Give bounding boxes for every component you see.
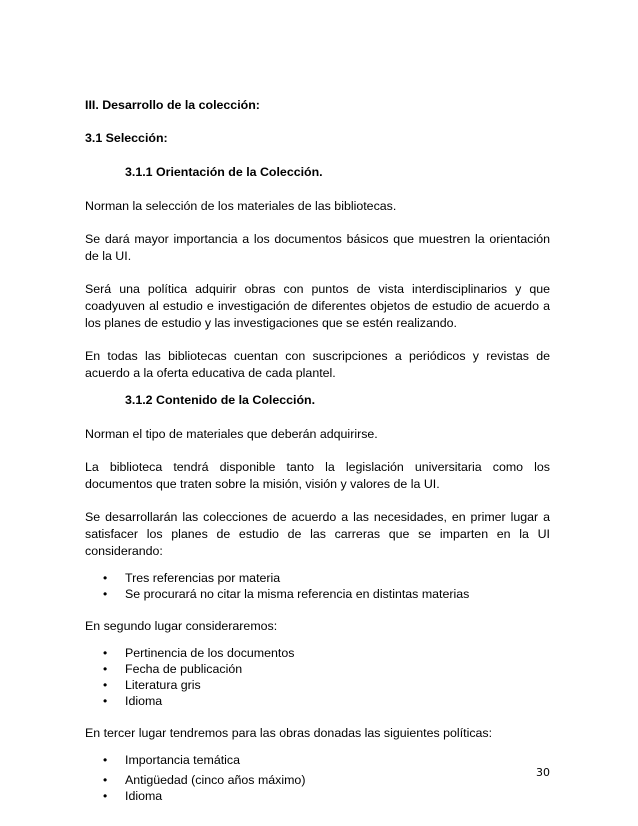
paragraph: Norman la selección de los materiales de las bibliotecas. [85, 199, 397, 213]
chapter-heading: III. Desarrollo de la colección: [85, 98, 260, 112]
list-item: • Importancia temática [103, 753, 241, 767]
page-number: 30 [536, 766, 550, 779]
bullet-list-criteria [85, 570, 550, 602]
paragraph: En segundo lugar consideraremos: [85, 619, 278, 633]
section-heading: 3.1 Selección: [85, 131, 168, 145]
subsection-heading-orientacion: 3.1.1 Orientación de la Colección. [125, 165, 323, 179]
paragraph: La biblioteca tendrá disponible tanto la legislación universitaria como los documentos que traten sobre la misión, visión y valores de la UI. [85, 460, 550, 491]
list-item: • Tres referencias por materia [103, 571, 281, 585]
list-item: • Pertinencia de los documentos [103, 646, 295, 660]
paragraph: En tercer lugar tendremos para las obras donadas las siguientes políticas: [85, 726, 493, 740]
paragraph: Norman el tipo de materiales que deberán adquirirse. [85, 427, 378, 441]
list-item: • Antigüedad (cinco años máximo) [103, 773, 306, 787]
list-item: • Literatura gris [103, 678, 201, 692]
list-item: • Fecha de publicación [103, 662, 243, 676]
list-item: • Idioma [103, 789, 163, 803]
bullet-list-second [85, 645, 550, 709]
bullet-icon: • [103, 753, 108, 767]
bullet-icon: • [103, 694, 108, 708]
bullet-icon: • [103, 646, 108, 660]
bullet-icon: • [103, 571, 108, 585]
subsection-heading-contenido: 3.1.2 Contenido de la Colección. [125, 393, 316, 407]
bullet-icon: • [103, 789, 108, 803]
paragraph: En todas las bibliotecas cuentan con suscripciones a periódicos y revistas de acuerdo a la oferta educativa de cada plantel. [85, 349, 550, 380]
bullet-icon: • [103, 678, 108, 692]
list-item: • Idioma [103, 694, 163, 708]
paragraph: Se desarrollarán las colecciones de acuerdo a las necesidades, en primer lugar a satisfacer los planes de estudio de las carreras que se imparten en la UI considerando: [85, 510, 550, 558]
bullet-icon: • [103, 587, 108, 601]
document-page [85, 97, 550, 820]
bullet-list-third [85, 752, 550, 804]
bullet-icon: • [103, 662, 108, 676]
paragraph: Será una política adquirir obras con puntos de vista interdisciplinarios y que coadyuven al estudio e investigación de diferentes objetos de estudio de acuerdo a los planes de estudio y las investigaciones que se estén realizando. [85, 282, 550, 330]
bullet-icon: • [103, 773, 108, 787]
list-item: • Se procurará no citar la misma referencia en distintas materias [103, 587, 470, 601]
paragraph: Se dará mayor importancia a los documentos básicos que muestren la orientación de la UI. [85, 232, 550, 263]
